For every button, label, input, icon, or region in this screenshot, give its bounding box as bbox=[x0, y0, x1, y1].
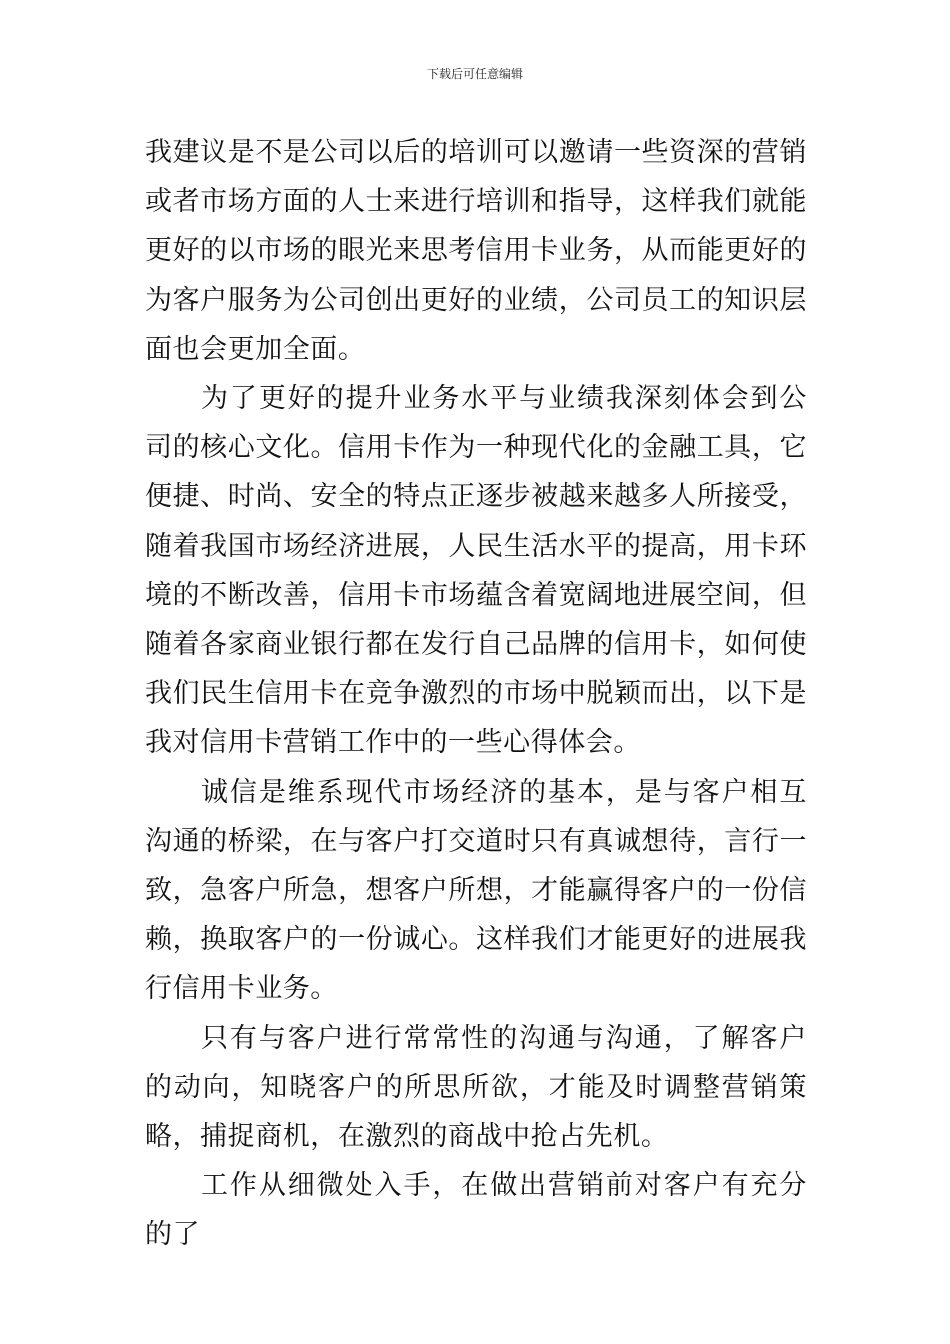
document-body bbox=[145, 128, 807, 1260]
paragraph-4: 只有与客户进行常常性的沟通与沟通，了解客户的动向，知晓客户的所思所欲，才能及时调整营销策略，捕捉商机，在激烈的商战中抢占先机。 bbox=[145, 1022, 807, 1153]
paragraph-5: 工作从细微处入手，在做出营销前对客户有充分的了 bbox=[145, 1170, 807, 1251]
paragraph-3: 诚信是维系现代市场经济的基本，是与客户相互沟通的桥梁，在与客户打交道时只有真诚想待，言行一致，急客户所急，想客户所想，才能赢得客户的一份信赖，换取客户的一份诚心。这样我们才能更好的进展我行信用卡业务。 bbox=[145, 776, 807, 1005]
paragraph-1: 我建议是不是公司以后的培训可以邀请一些资深的营销或者市场方面的人士来进行培训和指导，这样我们就能更好的以市场的眼光来思考信用卡业务，从而能更好的为客户服务为公司创出更好的业绩，公司员工的知识层面也会更加全面。 bbox=[145, 137, 807, 365]
paragraph-2: 为了更好的提升业务水平与业绩我深刻体会到公司的核心文化。信用卡作为一种现代化的金融工具，它便捷、时尚、安全的特点正逐步被越来越多人所接受，随着我国市场经济进展，人民生活水平的提高，用卡环境的不断改善，信用卡市场蕴含着宽阔地进展空间，但随着各家商业银行都在发行自己品牌的信用卡，如何使我们民生信用卡在竞争激烈的市场中脱颖而出，以下是我对信用卡营销工作中的一些心得体会。 bbox=[145, 383, 807, 759]
header-note: 下载后可任意编辑 bbox=[426, 67, 523, 81]
